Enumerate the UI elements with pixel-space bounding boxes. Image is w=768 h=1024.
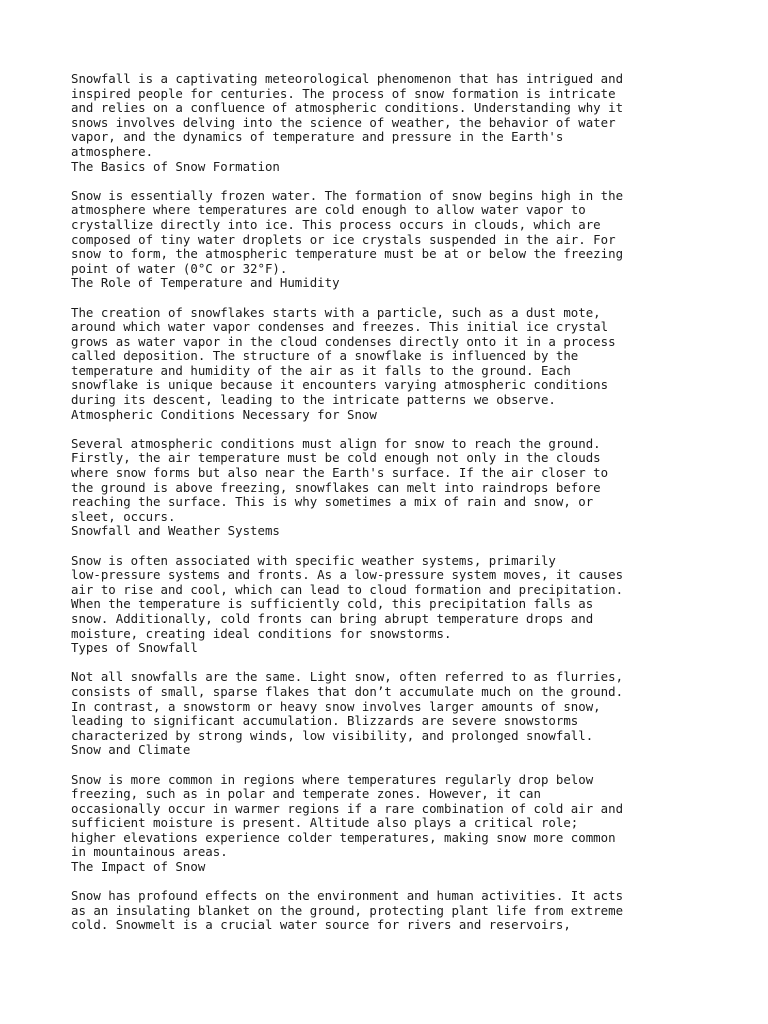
section-heading-impact-of-snow: The Impact of Snow: [71, 859, 206, 875]
section-heading-types-of-snowfall: Types of Snowfall: [71, 640, 198, 656]
section-heading-basics: The Basics of Snow Formation: [71, 158, 280, 174]
paragraph-impact-of-snow: Snow has profound effects on the environment and human activities. It acts as an insulating blanket on the ground, protecting plant life from extreme cold. Snowmelt is a crucial water source for rivers and reservoirs,: [71, 888, 624, 933]
section-heading-weather-systems: Snowfall and Weather Systems: [71, 523, 280, 539]
paragraph-temperature-humidity: The creation of snowflakes starts with a particle, such as a dust mote, around which water vapor condenses and freezes. This initial ice crystal grows as water vapor in the cloud condenses directly onto it in a process called deposition. The structure of a snowflake is influenced by the temperature and humidity of the air as it falls to the ground. Each snowflake is unique because it encounters varying atmospheric conditions during its descent, leading to the intricate patterns we observe.: [71, 304, 616, 408]
section-heading-temperature-humidity: The Role of Temperature and Humidity: [71, 275, 340, 291]
section-heading-snow-and-climate: Snow and Climate: [71, 742, 191, 758]
paragraph-atmospheric-conditions: Several atmospheric conditions must align for snow to reach the ground. Firstly, the air temperature must be cold enough not only in the clouds where snow forms but also near the Earth's surface. If the air closer to the ground is above freezing, snowflakes can melt into raindrops before reaching the surface. This is why sometimes a mix of rain and snow, or sleet, occurs.: [71, 435, 609, 524]
section-heading-atmospheric-conditions: Atmospheric Conditions Necessary for Snow: [71, 406, 377, 422]
document-page: [71, 72, 731, 933]
paragraph-intro: Snowfall is a captivating meteorological phenomenon that has intrigued and inspired people for centuries. The process of snow formation is intricate and relies on a confluence of atmospheric conditions. Understanding why it snows involves delving into the science of weather, the behavior of water vapor, and the dynamics of temperature and pressure in the Earth's atmosphere.: [71, 71, 624, 159]
paragraph-weather-systems: Snow is often associated with specific weather systems, primarily low-pressure systems and fronts. As a low-pressure system moves, it causes air to rise and cool, which can lead to cloud formation and precipitation. When the temperature is sufficiently cold, this precipitation falls as snow. Additionally, cold fronts can bring abrupt temperature drops and moisture, creating ideal conditions for snowstorms.: [71, 552, 624, 641]
paragraph-types-of-snowfall: Not all snowfalls are the same. Light snow, often referred to as flurries, consists of small, sparse flakes that don’t accumulate much on the ground. In contrast, a snowstorm or heavy snow involves larger amounts of snow, leading to significant accumulation. Blizzards are severe snowstorms characterized by strong winds, low visibility, and prolonged snowfall.: [71, 669, 624, 743]
paragraph-snow-and-climate: Snow is more common in regions where temperatures regularly drop below freezing, such as in polar and temperate zones. However, it can occasionally occur in warmer regions if a rare combination of cold air and sufficient moisture is present. Altitude also plays a critical role; higher elevations experience colder temperatures, making snow more common in mountainous areas.: [71, 771, 624, 860]
paragraph-basics: Snow is essentially frozen water. The formation of snow begins high in the atmosphere where temperatures are cold enough to allow water vapor to crystallize directly into ice. This process occurs in clouds, which are composed of tiny water droplets or ice crystals suspended in the air. For snow to form, the atmospheric temperature must be at or below the freezing point of water (0°C or 32°F).: [71, 187, 624, 276]
